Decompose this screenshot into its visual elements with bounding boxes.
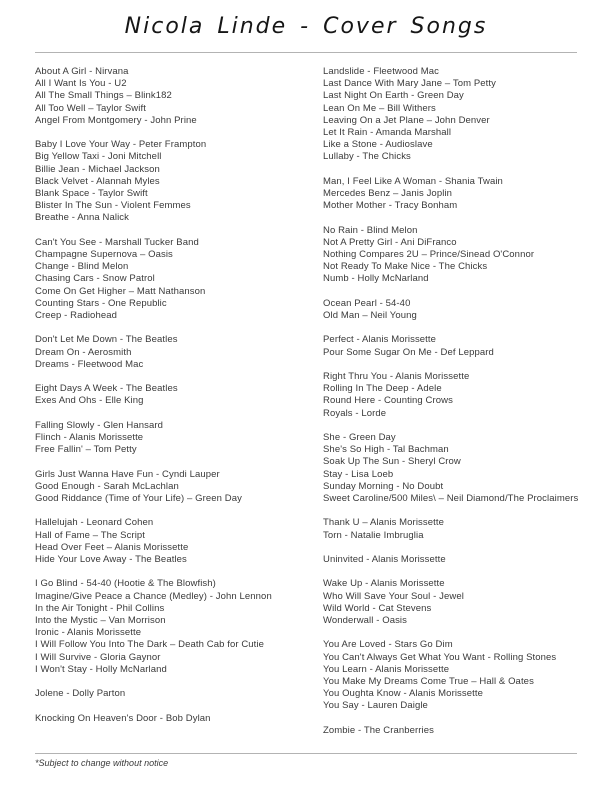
song-line: Free Fallin' – Tom Petty <box>35 444 137 456</box>
song-line: Baby I Love Your Way - Peter Frampton <box>35 139 207 151</box>
song-line: She's So High - Tal Bachman <box>323 444 449 456</box>
song-line: You Make My Dreams Come True – Hall & Oates <box>323 676 534 687</box>
song-line: Don't Let Me Down - The Beatles <box>35 334 178 346</box>
song-line: Can't You See - Marshall Tucker Band <box>35 236 199 248</box>
song-line: Numb - Holly McNarland <box>323 273 429 285</box>
song-line: Ironic - Alanis Morissette <box>35 627 142 639</box>
song-line: Royals - Lorde <box>323 407 387 419</box>
song-line: Black Velvet - Alannah Myles <box>35 175 160 187</box>
song-group <box>323 298 578 322</box>
song-line: Hallelujah - Leonard Cohen <box>35 517 154 529</box>
song-list <box>35 66 577 749</box>
song-line: All I Want Is You - U2 <box>35 78 127 90</box>
song-line: Soak Up The Sun - Sheryl Crow <box>323 456 461 468</box>
song-group <box>35 688 323 700</box>
song-line: Blister In The Sun - Violent Femmes <box>35 200 191 212</box>
song-line: Big Yellow Taxi - Joni Mitchell <box>35 151 162 163</box>
song-line: She - Green Day <box>323 432 396 443</box>
song-line: Wonderwall - Oasis <box>323 615 407 626</box>
footer-note: *Subject to change without notice <box>35 758 169 768</box>
song-line: Change - Blind Melon <box>35 261 129 273</box>
song-line: Sweet Caroline/500 Miles\ – Neil Diamond/The Proclaimers <box>323 493 579 505</box>
song-group <box>35 713 323 725</box>
song-line: Mercedes Benz – Janis Joplin <box>323 188 453 200</box>
song-line: Man, I Feel Like A Woman - Shania Twain <box>323 175 503 187</box>
song-line: Not A Pretty Girl - Ani DiFranco <box>323 236 457 248</box>
page-title: Nicola Linde - Cover Songs <box>124 14 488 39</box>
song-line: Stay - Lisa Loeb <box>323 468 394 480</box>
song-line: You Say - Lauren Daigle <box>323 700 428 712</box>
song-group <box>35 66 323 127</box>
song-line: Last Dance With Mary Jane – Tom Petty <box>323 78 497 90</box>
song-line: Into the Mystic – Van Morrison <box>35 615 166 627</box>
song-line: Not Ready To Make Nice - The Chicks <box>323 261 488 273</box>
song-column-right <box>323 66 578 749</box>
song-line: Leaving On a Jet Plane – John Denver <box>323 114 490 126</box>
song-group <box>35 139 323 224</box>
song-column-left <box>35 66 323 737</box>
song-line: Falling Slowly - Glen Hansard <box>35 419 164 431</box>
song-line: Lullaby - The Chicks <box>323 151 411 163</box>
song-line: Blank Space - Taylor Swift <box>35 188 148 200</box>
song-line: You Learn - Alanis Morissette <box>323 663 450 675</box>
song-group <box>35 517 323 566</box>
song-line: Let It Rain - Amanda Marshall <box>323 127 452 139</box>
song-group <box>323 371 578 420</box>
song-line: Chasing Cars - Snow Patrol <box>35 273 155 285</box>
song-group <box>323 225 578 286</box>
song-line: Angel From Montgomery - John Prine <box>35 114 197 126</box>
song-line: Imagine/Give Peace a Chance (Medley) - John Lennon <box>35 590 272 602</box>
song-line: Good Enough - Sarah McLachlan <box>35 480 179 492</box>
song-group <box>35 469 323 506</box>
song-line: Girls Just Wanna Have Fun - Cyndi Lauper <box>35 468 220 480</box>
song-line: Head Over Feet – Alanis Morissette <box>35 541 189 553</box>
song-line: About A Girl - Nirvana <box>35 66 129 77</box>
song-line: Flinch - Alanis Morissette <box>35 432 144 444</box>
song-line: Come On Get Higher – Matt Nathanson <box>35 285 206 297</box>
song-line: Right Thru You - Alanis Morissette <box>323 371 470 382</box>
song-line: Eight Days A Week - The Beatles <box>35 383 178 395</box>
footer-divider <box>35 753 577 754</box>
song-line: Nothing Compares 2U – Prince/Sinead O'Connor <box>323 249 535 261</box>
song-line: You Oughta Know - Alanis Morissette <box>323 688 483 700</box>
song-line: I Won't Stay - Holly McNarland <box>35 663 167 675</box>
song-group <box>323 578 578 627</box>
song-line: Sunday Morning - No Doubt <box>323 480 444 492</box>
song-line: Old Man – Neil Young <box>323 310 417 322</box>
song-line: In the Air Tonight - Phil Collins <box>35 602 165 614</box>
song-line: Wake Up - Alanis Morissette <box>323 578 445 590</box>
song-line: Breathe - Anna Nalick <box>35 212 129 224</box>
song-line: Uninvited - Alanis Morissette <box>323 554 446 565</box>
song-line: You Are Loved - Stars Go Dim <box>323 639 453 651</box>
song-line: Like a Stone - Audioslave <box>323 139 433 151</box>
song-line: Good Riddance (Time of Your Life) – Green Day <box>35 493 242 505</box>
song-line: No Rain - Blind Melon <box>323 224 418 236</box>
song-group <box>323 66 578 164</box>
song-line: Rolling In The Deep - Adele <box>323 383 442 395</box>
song-line: I Go Blind - 54-40 (Hootie & The Blowfish) <box>35 578 216 590</box>
song-line: Last Night On Earth - Green Day <box>323 90 464 102</box>
song-line: Mother Mother - Tracy Bonham <box>323 200 458 212</box>
song-line: Wild World - Cat Stevens <box>323 602 432 614</box>
song-line: Perfect - Alanis Morissette <box>323 334 437 346</box>
song-group <box>323 725 578 737</box>
song-group <box>35 578 323 676</box>
song-group <box>323 176 578 213</box>
song-group <box>323 432 578 505</box>
song-line: Zombie - The Cranberries <box>323 724 434 736</box>
song-line: Knocking On Heaven's Door - Bob Dylan <box>35 712 211 724</box>
song-line: Round Here - Counting Crows <box>323 395 453 407</box>
song-group <box>323 554 578 566</box>
song-line: Hall of Fame – The Script <box>35 529 146 541</box>
song-line: All Too Well – Taylor Swift <box>35 102 146 114</box>
song-line: Who Will Save Your Soul - Jewel <box>323 590 464 602</box>
song-line: Pour Some Sugar On Me - Def Leppard <box>323 346 494 358</box>
song-line: Thank U – Alanis Morissette <box>323 517 444 529</box>
song-group <box>35 334 323 371</box>
song-line: Champagne Supernova – Oasis <box>35 249 173 261</box>
song-line: I Will Follow You Into The Dark – Death Cab for Cutie <box>35 639 265 651</box>
song-group <box>35 420 323 457</box>
song-line: All The Small Things – Blink182 <box>35 90 172 102</box>
song-line: Dream On - Aerosmith <box>35 346 132 358</box>
song-line: Landslide - Fleetwood Mac <box>323 66 440 77</box>
song-group <box>323 517 578 541</box>
song-line: Billie Jean - Michael Jackson <box>35 163 160 175</box>
song-line: Jolene - Dolly Parton <box>35 688 126 700</box>
song-line: Torn - Natalie Imbruglia <box>323 529 424 541</box>
song-group <box>323 639 578 712</box>
song-group <box>35 237 323 322</box>
song-line: Hide Your Love Away - The Beatles <box>35 554 187 566</box>
song-group <box>35 383 323 407</box>
song-line: I Will Survive - Gloria Gaynor <box>35 651 161 663</box>
song-line: You Can't Always Get What You Want - Rolling Stones <box>323 651 557 663</box>
song-line: Lean On Me – Bill Withers <box>323 102 436 114</box>
song-line: Ocean Pearl - 54-40 <box>323 297 411 309</box>
song-line: Counting Stars - One Republic <box>35 297 167 309</box>
song-line: Creep - Radiohead <box>35 310 117 322</box>
song-line: Dreams - Fleetwood Mac <box>35 358 144 370</box>
song-line: Exes And Ohs - Elle King <box>35 395 144 407</box>
song-group <box>323 334 578 358</box>
header-divider <box>35 52 577 53</box>
